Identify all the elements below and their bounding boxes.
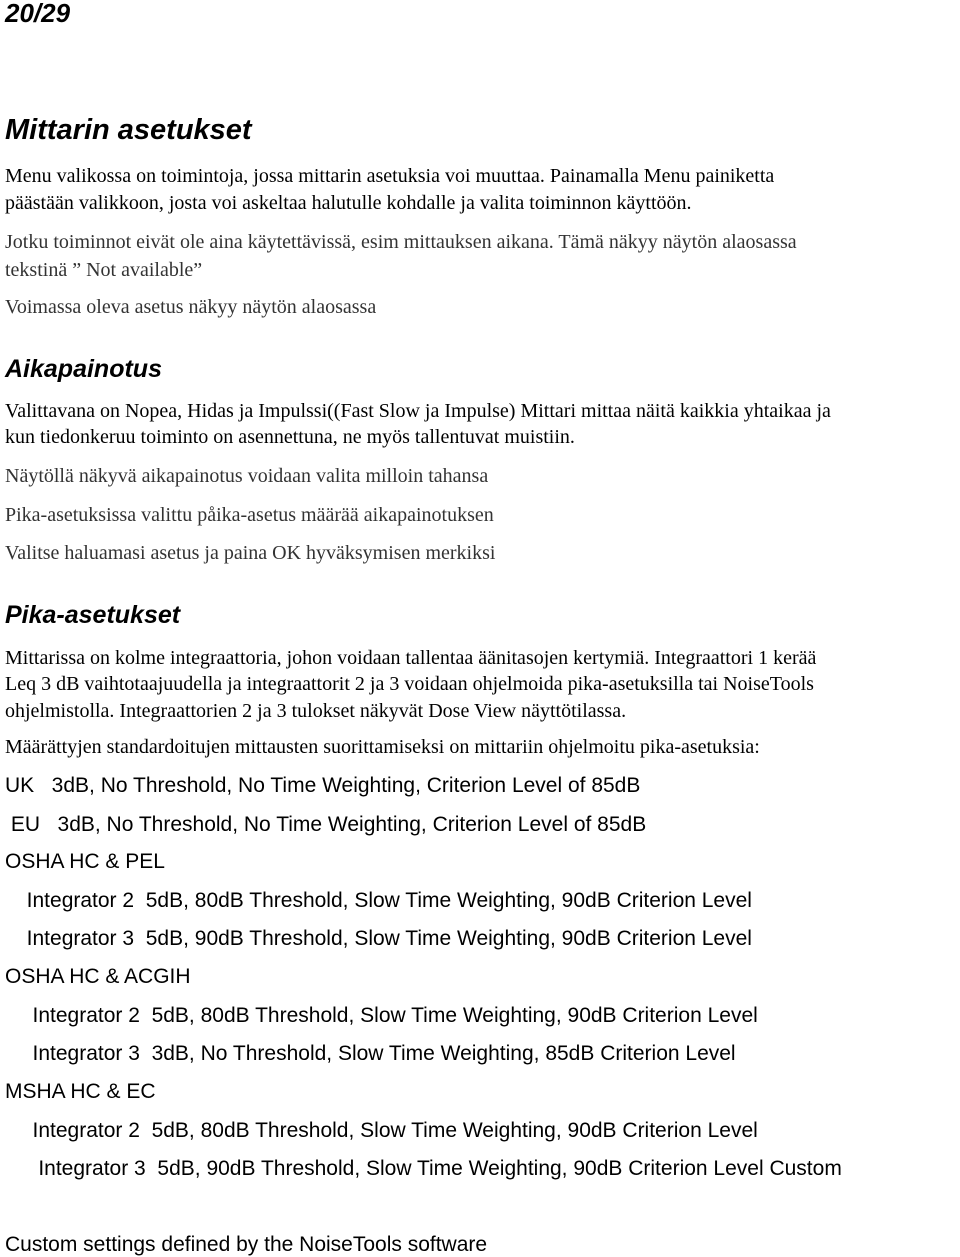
paragraph-line: Jotku toiminnot eivät ole aina käytettävissä, esim mittauksen aikana. Tämä näkyy näytön alaosassa [5,231,797,253]
preset-integrator: Integrator 2 5dB, 80dB Threshold, Slow Time Weighting, 90dB Criterion Level [15,1119,758,1142]
preset-integrator: Integrator 3 5dB, 90dB Threshold, Slow Time Weighting, 90dB Criterion Level Custom [15,1157,842,1180]
section-title-aikapainotus: Aikapainotus [5,355,162,383]
preset-integrator: Integrator 3 3dB, No Threshold, Slow Time Weighting, 85dB Criterion Level [15,1042,736,1065]
paragraph-line: tekstinä ” Not available” [5,259,203,281]
paragraph-line: Mittarissa on kolme integraattoria, johon voidaan tallentaa äänitasojen kertymiä. Integraattori 1 kerää [5,647,817,669]
paragraph-line: Pika-asetuksissa valittu påika-asetus määrää aikapainotuksen [5,504,494,526]
preset-group-msha: MSHA HC & EC [5,1080,156,1103]
section-title-pika-asetukset: Pika-asetukset [5,601,181,629]
preset-group-osha-pel: OSHA HC & PEL [5,850,165,873]
preset-uk: UK 3dB, No Threshold, No Time Weighting, Criterion Level of 85dB [5,774,641,797]
paragraph-line: Leq 3 dB vaihtotaajuudella ja integraattorit 2 ja 3 voidaan ohjelmoida pika-asetuksilla tai NoiseTools [5,673,814,695]
paragraph-line: kun tiedonkeruu toiminto on asennettuna, ne myös tallentuvat muistiin. [5,426,575,448]
paragraph-line: ohjelmistolla. Integraattorien 2 ja 3 tulokset näkyvät Dose View näyttötilassa. [5,700,627,722]
paragraph-line: Valitse haluamasi asetus ja paina OK hyväksymisen merkiksi [5,542,496,564]
paragraph-line: Määrättyjen standardoitujen mittausten suorittamiseksi on mittariin ohjelmoitu pika-asetuksia: [5,736,760,758]
paragraph-line: Näytöllä näkyvä aikapainotus voidaan valita milloin tahansa [5,465,489,487]
paragraph-line: Menu valikossa on toimintoja, jossa mittarin asetuksia voi muuttaa. Painamalla Menu painiketta [5,165,775,187]
paragraph-line: päästään valikkoon, josta voi askeltaa halutulle kohdalle ja valita toiminnon käyttöön. [5,192,692,214]
preset-group-osha-acgih: OSHA HC & ACGIH [5,965,191,988]
preset-integrator: Integrator 3 5dB, 90dB Threshold, Slow Time Weighting, 90dB Criterion Level [15,927,752,950]
preset-eu: EU 3dB, No Threshold, No Time Weighting, Criterion Level of 85dB [5,813,647,836]
preset-integrator: Integrator 2 5dB, 80dB Threshold, Slow Time Weighting, 90dB Criterion Level [15,889,752,912]
section-title-mittarin-asetukset: Mittarin asetukset [5,114,252,146]
paragraph-line: Voimassa oleva asetus näkyy näytön alaosassa [5,296,377,318]
page-number: 20/29 [5,0,71,28]
footer-note: Custom settings defined by the NoiseTools software [5,1233,488,1256]
preset-integrator: Integrator 2 5dB, 80dB Threshold, Slow Time Weighting, 90dB Criterion Level [15,1004,758,1027]
paragraph-line: Valittavana on Nopea, Hidas ja Impulssi((Fast Slow ja Impulse) Mittari mittaa näitä kaikkia yhtaikaa ja [5,400,831,422]
